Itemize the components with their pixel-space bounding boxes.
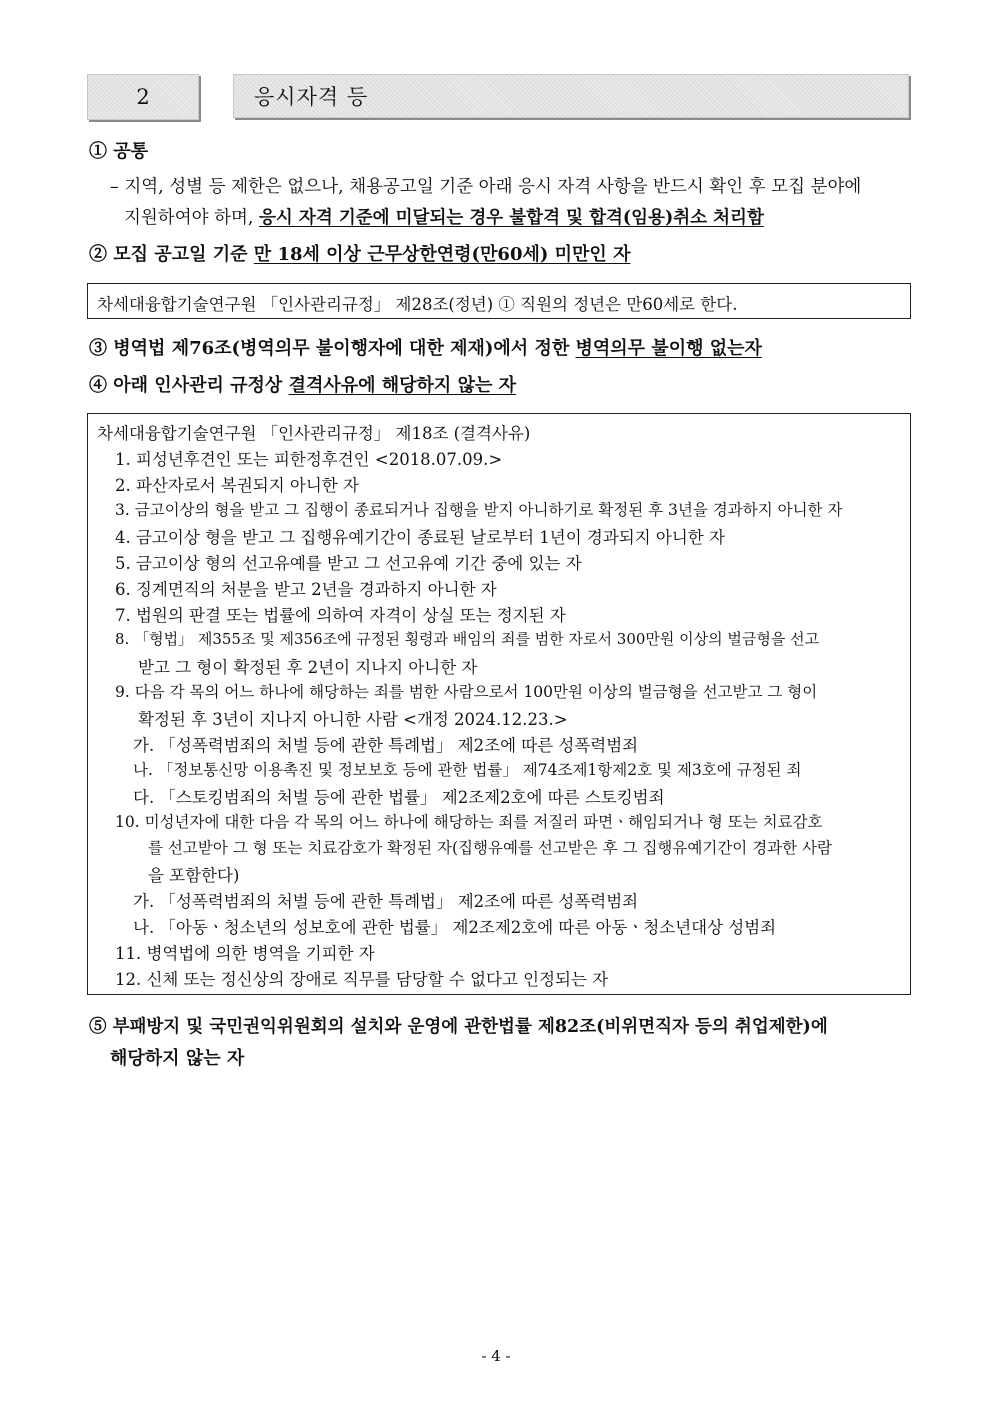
sec2-heading: [89, 240, 630, 266]
sec3-heading-underline: 병역의무 불이행 없는자: [575, 338, 762, 359]
section-number: 2: [87, 74, 199, 120]
sec2-heading-text: ② 모집 공고일 기준: [89, 244, 254, 265]
page-number: - 4 -: [481, 1347, 511, 1365]
rule-item: 1. 피성년후견인 또는 피한정후견인 <2018.07.09.>: [115, 450, 503, 469]
rule-item: 12. 신체 또는 정신상의 장애로 직무를 담당할 수 없다고 인정되는 자: [115, 970, 609, 989]
sec1-heading: ① 공통: [89, 141, 149, 162]
sec5-line1: ⑤ 부패방지 및 국민권익위원회의 설치와 운영에 관한법률 제82조(비위면직자 등의 취업제한)에: [89, 1017, 828, 1037]
rule-item: 9. 다음 각 목의 어느 하나에 해당하는 죄를 범한 사람으로서 100만원 이상의 벌금형을 선고받고 그 형이: [115, 683, 818, 701]
rule-item: 5. 금고이상 형의 선고유예를 받고 그 선고유예 기간 중에 있는 자: [115, 554, 582, 573]
rule-item-cont: 받고 그 형이 확정된 후 2년이 지나지 아니한 자: [138, 658, 478, 677]
sec1-line2: [124, 204, 764, 229]
rule-item: 8. 「형법」 제355조 및 제356조에 규정된 횡령과 배임의 죄를 범한 자로서 300만원 이상의 벌금형을 선고: [115, 630, 820, 648]
rule-item-cont: 를 선고받아 그 형 또는 치료감호가 확정된 자(집행유예를 선고받은 후 그 집행유예기간이 경과한 사람: [148, 839, 832, 857]
sec4-heading: [89, 371, 516, 397]
rule-item: 2. 파산자로서 복권되지 아니한 자: [115, 476, 359, 495]
sec3-heading: [89, 334, 762, 360]
rule-subitem: 가. 「성폭력범죄의 처벌 등에 관한 특례법」 제2조에 따른 성폭력범죄: [133, 892, 639, 911]
rule-subitem: 다. 「스토킹범죄의 처벌 등에 관한 법률」 제2조제2호에 따른 스토킹범죄: [133, 788, 665, 807]
sec1-line2-text: 지원하여야 하며,: [124, 208, 260, 228]
rule-item-cont: 을 포함한다): [148, 866, 240, 885]
sec4-heading-text: ④ 아래 인사관리 규정상: [89, 375, 289, 396]
rule-box-title: 차세대융합기술연구원 「인사관리규정」 제18조 (결격사유): [97, 424, 531, 443]
sec2-rule-box: [87, 283, 911, 319]
rule-item-cont: 확정된 후 3년이 지나지 아니한 사람 <개정 2024.12.23.>: [138, 710, 568, 729]
sec3-heading-text: ③ 병역법 제76조(병역의무 불이행자에 대한 제재)에서 정한: [89, 338, 576, 359]
rule-item: 10. 미성년자에 대한 다음 각 목의 어느 하나에 해당하는 죄를 저질러 파면ㆍ해임되거나 형 또는 치료감호: [115, 813, 823, 831]
sec2-rule-text: 차세대융합기술연구원 「인사관리규정」 제28조(정년) ① 직원의 정년은 만60세로 한다.: [97, 295, 738, 314]
sec1-line2-underline: 응시 자격 기준에 미달되는 경우 불합격 및 합격(임용)취소 처리함: [259, 208, 764, 228]
rule-item: 7. 법원의 판결 또는 법률에 의하여 자격이 상실 또는 정지된 자: [115, 606, 566, 625]
rule-item: 3. 금고이상의 형을 받고 그 집행이 종료되거나 집행을 받지 아니하기로 확정된 후 3년을 경과하지 아니한 자: [115, 501, 843, 519]
rule-subitem: 나. 「정보통신망 이용촉진 및 정보보호 등에 관한 법률」 제74조제1항제2호 및 제3호에 규정된 죄: [133, 761, 802, 779]
rule-item: 11. 병역법에 의한 병역을 기피한 자: [115, 944, 375, 963]
rule-subitem: 가. 「성폭력범죄의 처벌 등에 관한 특례법」 제2조에 따른 성폭력범죄: [133, 736, 639, 755]
sec4-heading-underline: 결격사유에 해당하지 않는 자: [288, 375, 517, 396]
rule-item: 4. 금고이상 형을 받고 그 집행유예기간이 종료된 날로부터 1년이 경과되지 아니한 자: [115, 528, 725, 547]
rule-subitem: 나. 「아동ㆍ청소년의 성보호에 관한 법률」 제2조제2호에 따른 아동ㆍ청소년대상 성범죄: [133, 918, 777, 937]
sec2-heading-underline: 만 18세 이상 근무상한연령(만60세) 미만인 자: [253, 244, 631, 265]
rule-item: 6. 징계면직의 처분을 받고 2년을 경과하지 아니한 자: [115, 580, 497, 599]
section-title: 응시자격 등: [233, 74, 909, 118]
sec5-line2: 해당하지 않는 자: [110, 1048, 245, 1069]
section-header: [87, 74, 911, 120]
sec1-line1: – 지역, 성별 등 제한은 없으나, 채용공고일 기준 아래 응시 자격 사항을 반드시 확인 후 모집 분야에: [110, 177, 862, 197]
sec4-rule-box: [87, 413, 911, 995]
